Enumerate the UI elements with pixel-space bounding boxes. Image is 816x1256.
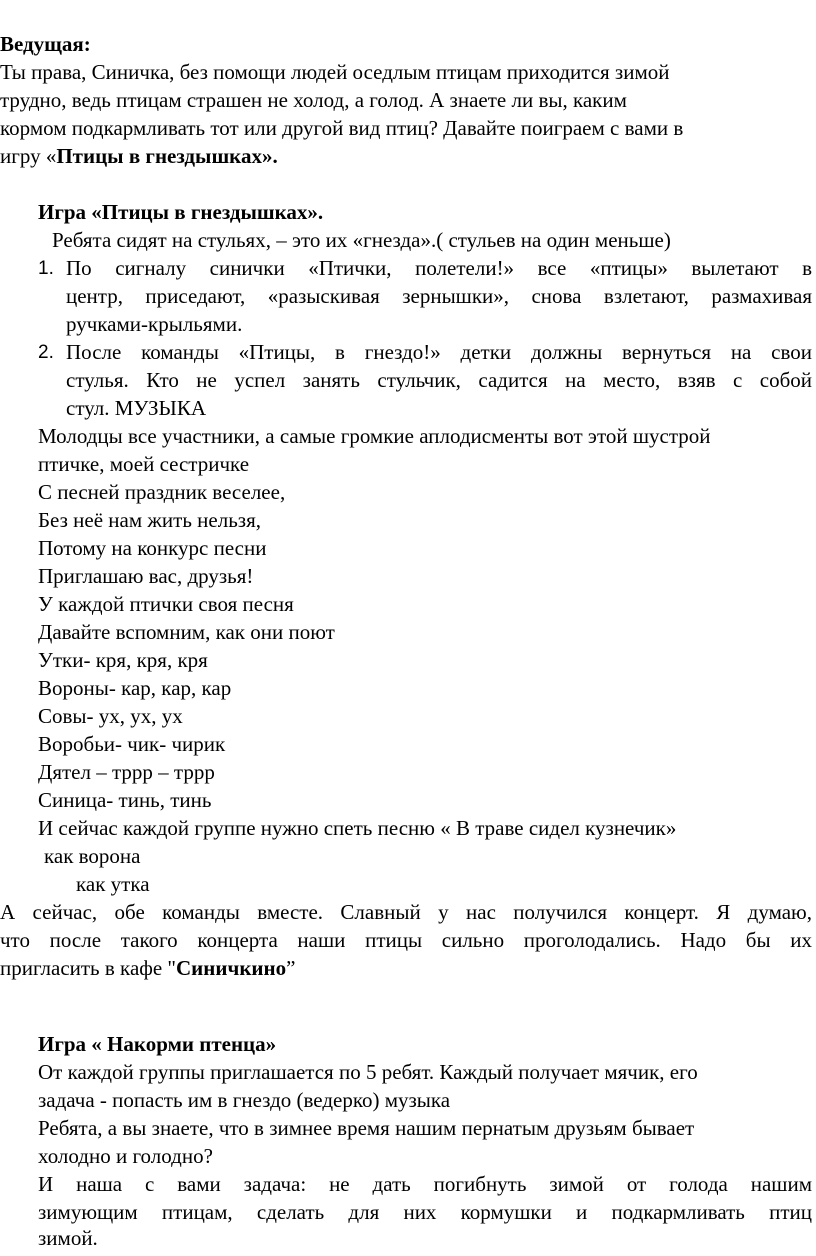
praise-line: Молодцы все участники, а самые громкие аплодисменты вот этой шустрой (38, 424, 711, 448)
poem-line: С песней праздник веселее, (38, 480, 286, 504)
poem-line: Без неё нам жить нельзя, (38, 508, 261, 532)
list-item-line: стулья. Кто не успел занять стульчик, садится на место, взяв с собой (66, 368, 812, 392)
list-item-line: После команды «Птицы, в гнездо!» детки должны вернуться на свои (66, 340, 812, 364)
poem-line: Вороны- кар, кар, кар (38, 676, 232, 700)
praise-line: птичке, моей сестричке (38, 452, 250, 476)
game2-line: задача - попасть им в гнездо (ведерко) музыка (38, 1088, 451, 1112)
poem-line: У каждой птички своя песня (38, 592, 294, 616)
game-title: Игра « Накорми птенца» (38, 1032, 277, 1056)
list-item-line: По сигналу синички «Птички, полетели!» все «птицы» вылетают в (66, 256, 812, 280)
intro-line: кормом подкармливать тот или другой вид птиц? Давайте поиграем с вами в (0, 116, 684, 140)
poem-line: Приглашаю вас, друзья! (38, 564, 254, 588)
poem-line: Утки- кря, кря, кря (38, 648, 208, 672)
list-item-line: стул. МУЗЫКА (66, 396, 207, 420)
game2-line: От каждой группы приглашается по 5 ребят. Каждый получает мячик, его (38, 1060, 698, 1084)
game2-line: Ребята, а вы знаете, что в зимнее время нашим пернатым друзьям бывает (38, 1116, 695, 1140)
concert-line: А сейчас, обе команды вместе. Славный у нас получился концерт. Я думаю, (0, 900, 812, 924)
concert-line: пригласить в кафе "Синичкино” (0, 956, 296, 980)
list-number: 2. (38, 342, 54, 363)
poem-line: Воробьи- чик- чирик (38, 732, 226, 756)
game-title: Игра «Птицы в гнездышках». (38, 200, 324, 224)
poem-line: Синица- тинь, тинь (38, 788, 212, 812)
intro-line: Ты права, Синичка, без помощи людей оседлым птицам приходится зимой (0, 60, 670, 84)
poem-line: Совы- ух, ух, ух (38, 704, 183, 728)
game2-line: И наша с вами задача: не дать погибнуть зимой от голода нашим (38, 1172, 812, 1196)
game2-line: зимующим птицам, сделать для них кормушки и подкармливать птиц (38, 1200, 812, 1224)
intro-line: трудно, ведь птицам страшен не холод, а голод. А знаете ли вы, каким (0, 88, 627, 112)
concert-line: что после такого концерта наши птицы сильно проголодались. Надо бы их (0, 928, 812, 952)
game2-line: холодно и голодно? (38, 1144, 213, 1168)
list-item-line: центр, приседают, «разыскивая зернышки», снова взлетают, размахивая (66, 284, 812, 308)
poem-line: Давайте вспомним, как они поют (38, 620, 335, 644)
intro-line: игру «Птицы в гнездышках». (0, 144, 278, 168)
poem-line: Потому на конкурс песни (38, 536, 267, 560)
game2-line: зимой. (38, 1226, 98, 1250)
poem-line: И сейчас каждой группе нужно спеть песню « В траве сидел кузнечик» (38, 816, 677, 840)
poem-line: Дятел – тррр – тррр (38, 760, 215, 784)
speaker-label: Ведущая: (0, 32, 91, 56)
variant-crow: как ворона (44, 844, 141, 868)
variant-duck: как утка (76, 872, 150, 896)
list-number: 1. (38, 258, 54, 279)
list-item-line: ручками-крыльями. (66, 312, 243, 336)
game-subtitle: Ребята сидят на стульях, – это их «гнезда».( стульев на один меньше) (52, 228, 671, 252)
